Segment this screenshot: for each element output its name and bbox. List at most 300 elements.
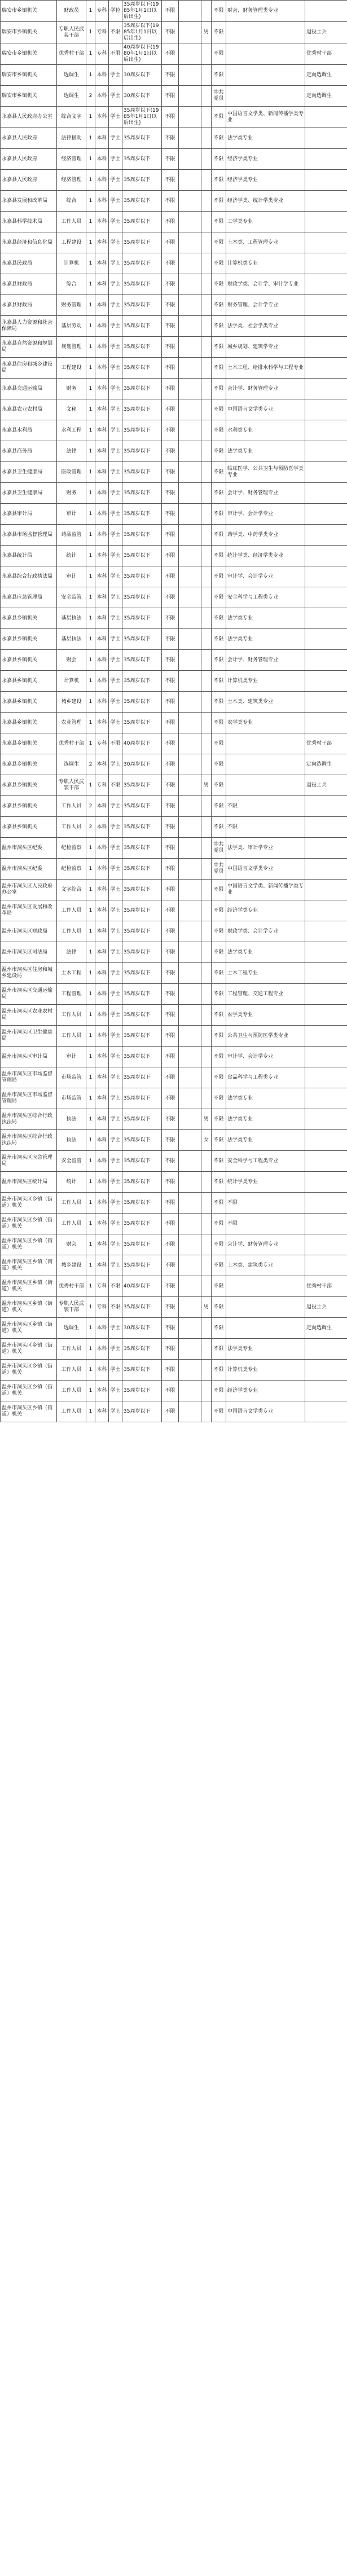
degree-cell: 学士 xyxy=(109,1151,122,1172)
age-cell: 35周岁以下 xyxy=(122,1297,162,1318)
position-cell: 经济管理 xyxy=(57,149,86,170)
political-cell: 不限 xyxy=(212,462,226,483)
count-cell: 1 xyxy=(86,1005,95,1026)
major-cell: 经济学类专业 xyxy=(226,1381,305,1401)
degree-cell: 学士 xyxy=(109,441,122,462)
department-cell: 温州市洞头区乡镇（街道）机关 xyxy=(1,1381,57,1401)
table-row xyxy=(1,420,347,441)
note-cell: 退役士兵 xyxy=(305,22,347,43)
degree-cell: 学士 xyxy=(109,212,122,232)
school-cell: 不限 xyxy=(162,608,179,629)
table-row xyxy=(1,1109,347,1130)
education-cell: 本科 xyxy=(95,838,109,859)
age-cell: 35周岁以下 xyxy=(122,587,162,608)
position-cell: 经济管理 xyxy=(57,170,86,191)
note-cell xyxy=(305,441,347,462)
degree-cell: 不限 xyxy=(109,1276,122,1297)
position-cell: 市场监管 xyxy=(57,1067,86,1088)
count-cell: 1 xyxy=(86,650,95,671)
position-cell: 工作人员 xyxy=(57,817,86,838)
note-cell xyxy=(305,149,347,170)
education-cell: 本科 xyxy=(95,1214,109,1234)
specialty-cell xyxy=(179,1381,201,1401)
education-cell: 本科 xyxy=(95,149,109,170)
note-cell xyxy=(305,859,347,880)
education-cell: 本科 xyxy=(95,1047,109,1067)
education-cell: 本科 xyxy=(95,65,109,86)
note-cell xyxy=(305,1088,347,1109)
degree-cell: 学士 xyxy=(109,566,122,587)
count-cell: 1 xyxy=(86,1276,95,1297)
degree-cell: 学士 xyxy=(109,504,122,525)
table-row xyxy=(1,316,347,337)
department-cell: 温州市洞头区乡镇（街道）机关 xyxy=(1,1339,57,1360)
count-cell: 1 xyxy=(86,253,95,274)
age-cell: 35周岁以下 xyxy=(122,1026,162,1047)
table-row xyxy=(1,191,347,212)
count-cell: 1 xyxy=(86,775,95,796)
school-cell: 不限 xyxy=(162,1005,179,1026)
major-cell xyxy=(226,65,305,86)
education-cell: 本科 xyxy=(95,1318,109,1339)
degree-cell: 学士 xyxy=(109,462,122,483)
table-row xyxy=(1,1234,347,1255)
note-cell xyxy=(305,671,347,692)
department-cell: 温州市洞头区纪委 xyxy=(1,838,57,859)
gender-cell xyxy=(201,379,212,399)
major-cell xyxy=(226,1276,305,1297)
major-cell: 中国语言文学类专业 xyxy=(226,399,305,420)
gender-cell xyxy=(201,274,212,295)
table-row xyxy=(1,921,347,942)
age-cell: 35周岁以下 xyxy=(122,838,162,859)
major-cell: 土木类、建筑类专业 xyxy=(226,692,305,713)
political-cell: 不限 xyxy=(212,796,226,817)
department-cell: 温州市洞头区交通运输局 xyxy=(1,984,57,1005)
major-cell: 土木工程专业 xyxy=(226,963,305,984)
education-cell: 本科 xyxy=(95,566,109,587)
count-cell: 1 xyxy=(86,399,95,420)
specialty-cell xyxy=(179,1193,201,1214)
position-cell: 工作人员 xyxy=(57,900,86,921)
position-cell: 审计 xyxy=(57,1047,86,1067)
age-cell: 35周岁以下 xyxy=(122,337,162,358)
department-cell: 永嘉县人民政府 xyxy=(1,170,57,191)
gender-cell xyxy=(201,1088,212,1109)
age-cell: 35周岁以下 xyxy=(122,483,162,504)
specialty-cell xyxy=(179,337,201,358)
gender-cell xyxy=(201,838,212,859)
education-cell: 专科 xyxy=(95,775,109,796)
count-cell: 1 xyxy=(86,1339,95,1360)
specialty-cell xyxy=(179,1339,201,1360)
position-cell: 基层执法 xyxy=(57,608,86,629)
position-cell: 审计 xyxy=(57,504,86,525)
school-cell: 不限 xyxy=(162,1130,179,1151)
degree-cell: 学士 xyxy=(109,984,122,1005)
table-row xyxy=(1,1360,347,1381)
major-cell: 食品科学与工程类专业 xyxy=(226,1067,305,1088)
gender-cell xyxy=(201,692,212,713)
table-row xyxy=(1,1172,347,1193)
department-cell: 瑞安市乡镇机关 xyxy=(1,1,57,22)
department-cell: 温州市洞头区乡镇（街道）机关 xyxy=(1,1255,57,1276)
school-cell: 不限 xyxy=(162,838,179,859)
major-cell: 审计学、会计学专业 xyxy=(226,1047,305,1067)
gender-cell: 男 xyxy=(201,1109,212,1130)
education-cell: 本科 xyxy=(95,900,109,921)
education-cell: 本科 xyxy=(95,817,109,838)
note-cell xyxy=(305,1,347,22)
note-cell xyxy=(305,232,347,253)
department-cell: 温州市洞头区乡镇（街道）机关 xyxy=(1,1276,57,1297)
major-cell: 经济学类专业 xyxy=(226,149,305,170)
gender-cell xyxy=(201,399,212,420)
table-row xyxy=(1,483,347,504)
gender-cell xyxy=(201,1047,212,1067)
position-cell: 工作人员 xyxy=(57,1401,86,1422)
education-cell: 专科 xyxy=(95,1276,109,1297)
gender-cell xyxy=(201,1067,212,1088)
count-cell: 1 xyxy=(86,128,95,149)
education-cell: 本科 xyxy=(95,1067,109,1088)
major-cell: 会计学、财务管理专业 xyxy=(226,1234,305,1255)
political-cell: 不限 xyxy=(212,1381,226,1401)
political-cell: 不限 xyxy=(212,880,226,900)
education-cell: 本科 xyxy=(95,963,109,984)
political-cell: 不限 xyxy=(212,316,226,337)
major-cell: 会计学、财务管理专业 xyxy=(226,483,305,504)
political-cell: 不限 xyxy=(212,295,226,316)
department-cell: 永嘉县民政局 xyxy=(1,253,57,274)
department-cell: 永嘉县乡镇机关 xyxy=(1,608,57,629)
age-cell: 35周岁以下 xyxy=(122,1381,162,1401)
gender-cell xyxy=(201,796,212,817)
school-cell: 不限 xyxy=(162,775,179,796)
age-cell: 35周岁以下 xyxy=(122,232,162,253)
political-cell: 不限 xyxy=(212,546,226,566)
gender-cell xyxy=(201,316,212,337)
age-cell: 35周岁以下 xyxy=(122,525,162,546)
major-cell: 不限 xyxy=(226,817,305,838)
school-cell: 不限 xyxy=(162,1067,179,1088)
degree-cell: 学士 xyxy=(109,65,122,86)
note-cell xyxy=(305,504,347,525)
age-cell: 35周岁以下 xyxy=(122,149,162,170)
count-cell: 1 xyxy=(86,358,95,379)
education-cell: 本科 xyxy=(95,358,109,379)
education-cell: 本科 xyxy=(95,420,109,441)
table-row xyxy=(1,1318,347,1339)
department-cell: 永嘉县乡镇机关 xyxy=(1,775,57,796)
specialty-cell xyxy=(179,1255,201,1276)
specialty-cell xyxy=(179,43,201,65)
school-cell: 不限 xyxy=(162,1088,179,1109)
political-cell: 不限 xyxy=(212,1151,226,1172)
education-cell: 本科 xyxy=(95,107,109,128)
degree-cell: 学士 xyxy=(109,525,122,546)
education-cell: 本科 xyxy=(95,1255,109,1276)
department-cell: 温州市洞头区发展和改革局 xyxy=(1,900,57,921)
age-cell: 35周岁以下 xyxy=(122,713,162,733)
degree-cell: 学士 xyxy=(109,587,122,608)
degree-cell: 学士 xyxy=(109,379,122,399)
department-cell: 温州市洞头区乡镇（街道）机关 xyxy=(1,1318,57,1339)
degree-cell: 学士 xyxy=(109,1067,122,1088)
department-cell: 温州市洞头区乡镇（街道）机关 xyxy=(1,1214,57,1234)
note-cell xyxy=(305,316,347,337)
degree-cell: 学士 xyxy=(109,608,122,629)
education-cell: 本科 xyxy=(95,546,109,566)
degree-cell: 学士 xyxy=(109,358,122,379)
department-cell: 温州市洞头区乡镇（街道）机关 xyxy=(1,1234,57,1255)
school-cell: 不限 xyxy=(162,274,179,295)
position-cell: 工作人员 xyxy=(57,1214,86,1234)
gender-cell xyxy=(201,170,212,191)
major-cell: 财会、财务管理类专业 xyxy=(226,1,305,22)
table-row xyxy=(1,337,347,358)
school-cell: 不限 xyxy=(162,587,179,608)
table-row xyxy=(1,441,347,462)
major-cell: 农学类专业 xyxy=(226,713,305,733)
gender-cell xyxy=(201,733,212,754)
count-cell: 1 xyxy=(86,274,95,295)
education-cell: 本科 xyxy=(95,587,109,608)
age-cell: 35周岁以下 xyxy=(122,1234,162,1255)
position-cell: 药品监管 xyxy=(57,525,86,546)
specialty-cell xyxy=(179,22,201,43)
gender-cell xyxy=(201,43,212,65)
table-row xyxy=(1,1255,347,1276)
specialty-cell xyxy=(179,525,201,546)
major-cell: 计算机类专业 xyxy=(226,253,305,274)
school-cell: 不限 xyxy=(162,462,179,483)
political-cell: 不限 xyxy=(212,1214,226,1234)
age-cell: 35周岁以下 xyxy=(122,921,162,942)
school-cell: 不限 xyxy=(162,316,179,337)
age-cell: 30周岁以下 xyxy=(122,754,162,775)
school-cell: 不限 xyxy=(162,1339,179,1360)
department-cell: 永嘉县财政局 xyxy=(1,295,57,316)
department-cell: 温州市洞头区乡镇（街道）机关 xyxy=(1,1401,57,1422)
position-cell: 工作人员 xyxy=(57,921,86,942)
gender-cell xyxy=(201,420,212,441)
age-cell: 35周岁以下 xyxy=(122,1339,162,1360)
degree-cell: 不限 xyxy=(109,1297,122,1318)
specialty-cell xyxy=(179,107,201,128)
gender-cell xyxy=(201,1172,212,1193)
degree-cell: 学士 xyxy=(109,650,122,671)
school-cell: 不限 xyxy=(162,232,179,253)
position-cell: 城乡建设 xyxy=(57,692,86,713)
age-cell: 35周岁以下 xyxy=(122,358,162,379)
note-cell xyxy=(305,566,347,587)
gender-cell xyxy=(201,1381,212,1401)
department-cell: 永嘉县自然资源和规划局 xyxy=(1,337,57,358)
degree-cell: 学士 xyxy=(109,963,122,984)
major-cell: 中国语言文学类专业 xyxy=(226,859,305,880)
count-cell: 1 xyxy=(86,566,95,587)
count-cell: 1 xyxy=(86,1047,95,1067)
school-cell: 不限 xyxy=(162,295,179,316)
department-cell: 永嘉县乡镇机关 xyxy=(1,629,57,650)
department-cell: 温州市洞头区卫生健康局 xyxy=(1,1026,57,1047)
school-cell: 不限 xyxy=(162,483,179,504)
major-cell: 法学类专业 xyxy=(226,1088,305,1109)
position-cell: 计算机 xyxy=(57,253,86,274)
department-cell: 永嘉县交通运输局 xyxy=(1,379,57,399)
education-cell: 本科 xyxy=(95,337,109,358)
gender-cell xyxy=(201,504,212,525)
note-cell xyxy=(305,1401,347,1422)
age-cell: 35周岁以下 xyxy=(122,566,162,587)
gender-cell xyxy=(201,525,212,546)
position-cell: 市场监管 xyxy=(57,1088,86,1109)
political-cell: 不限 xyxy=(212,504,226,525)
position-cell: 农业管理 xyxy=(57,713,86,733)
department-cell: 永嘉县住房和城乡建设局 xyxy=(1,358,57,379)
political-cell: 中共党员 xyxy=(212,86,226,107)
major-cell: 法学类专业 xyxy=(226,942,305,963)
education-cell: 本科 xyxy=(95,1005,109,1026)
specialty-cell xyxy=(179,733,201,754)
count-cell: 1 xyxy=(86,880,95,900)
count-cell: 1 xyxy=(86,1234,95,1255)
degree-cell: 学士 xyxy=(109,170,122,191)
age-cell: 35周岁以下 xyxy=(122,546,162,566)
count-cell: 1 xyxy=(86,525,95,546)
age-cell: 35周岁以下 xyxy=(122,817,162,838)
position-cell: 工程建设 xyxy=(57,232,86,253)
table-row xyxy=(1,1381,347,1401)
position-cell: 基层执法 xyxy=(57,629,86,650)
specialty-cell xyxy=(179,1297,201,1318)
school-cell: 不限 xyxy=(162,733,179,754)
school-cell: 不限 xyxy=(162,22,179,43)
department-cell: 温州市洞头区市场监督管理局 xyxy=(1,1088,57,1109)
note-cell xyxy=(305,170,347,191)
gender-cell xyxy=(201,587,212,608)
specialty-cell xyxy=(179,149,201,170)
school-cell: 不限 xyxy=(162,1255,179,1276)
specialty-cell xyxy=(179,1088,201,1109)
major-cell: 财务管理、会计学专业 xyxy=(226,295,305,316)
degree-cell: 学士 xyxy=(109,253,122,274)
table-row xyxy=(1,1276,347,1297)
political-cell: 不限 xyxy=(212,1193,226,1214)
education-cell: 本科 xyxy=(95,128,109,149)
degree-cell: 学士 xyxy=(109,86,122,107)
department-cell: 温州市洞头区乡镇（街道）机关 xyxy=(1,1297,57,1318)
school-cell: 不限 xyxy=(162,1381,179,1401)
position-cell: 工程建设 xyxy=(57,358,86,379)
school-cell: 不限 xyxy=(162,191,179,212)
school-cell: 不限 xyxy=(162,1047,179,1067)
specialty-cell xyxy=(179,713,201,733)
count-cell: 1 xyxy=(86,107,95,128)
specialty-cell xyxy=(179,880,201,900)
gender-cell xyxy=(201,1339,212,1360)
major-cell: 法学类专业 xyxy=(226,608,305,629)
position-cell: 工作人员 xyxy=(57,1360,86,1381)
table-row xyxy=(1,107,347,128)
school-cell: 不限 xyxy=(162,963,179,984)
gender-cell xyxy=(201,1276,212,1297)
age-cell: 35周岁以下 xyxy=(122,984,162,1005)
school-cell: 不限 xyxy=(162,1026,179,1047)
major-cell: 法学类、审计学专业 xyxy=(226,838,305,859)
political-cell: 不限 xyxy=(212,191,226,212)
education-cell: 本科 xyxy=(95,984,109,1005)
specialty-cell xyxy=(179,775,201,796)
school-cell: 不限 xyxy=(162,650,179,671)
age-cell: 30周岁以下 xyxy=(122,65,162,86)
major-cell: 法学类专业 xyxy=(226,441,305,462)
education-cell: 本科 xyxy=(95,441,109,462)
note-cell xyxy=(305,900,347,921)
political-cell: 不限 xyxy=(212,43,226,65)
count-cell: 1 xyxy=(86,149,95,170)
school-cell: 不限 xyxy=(162,337,179,358)
age-cell: 35周岁以下 xyxy=(122,1067,162,1088)
position-cell: 工作人员 xyxy=(57,1381,86,1401)
gender-cell xyxy=(201,337,212,358)
count-cell: 2 xyxy=(86,86,95,107)
degree-cell: 学士 xyxy=(109,942,122,963)
major-cell xyxy=(226,22,305,43)
political-cell: 不限 xyxy=(212,921,226,942)
table-row xyxy=(1,253,347,274)
degree-cell: 不限 xyxy=(109,775,122,796)
political-cell: 不限 xyxy=(212,629,226,650)
department-cell: 永嘉县乡镇机关 xyxy=(1,733,57,754)
gender-cell xyxy=(201,1255,212,1276)
department-cell: 永嘉县审计局 xyxy=(1,504,57,525)
gender-cell xyxy=(201,650,212,671)
degree-cell: 学士 xyxy=(109,1130,122,1151)
school-cell: 不限 xyxy=(162,900,179,921)
school-cell: 不限 xyxy=(162,671,179,692)
education-cell: 本科 xyxy=(95,754,109,775)
degree-cell: 学士 xyxy=(109,1360,122,1381)
education-cell: 本科 xyxy=(95,191,109,212)
degree-cell: 学士 xyxy=(109,1381,122,1401)
table-row xyxy=(1,295,347,316)
table-row xyxy=(1,587,347,608)
major-cell: 临床医学、公共卫生与预防医学类专业 xyxy=(226,462,305,483)
gender-cell xyxy=(201,1318,212,1339)
department-cell: 永嘉县卫生健康局 xyxy=(1,462,57,483)
age-cell: 35周岁以下 xyxy=(122,1401,162,1422)
department-cell: 永嘉县卫生健康局 xyxy=(1,483,57,504)
specialty-cell xyxy=(179,817,201,838)
education-cell: 本科 xyxy=(95,232,109,253)
specialty-cell xyxy=(179,295,201,316)
major-cell: 不限 xyxy=(226,796,305,817)
specialty-cell xyxy=(179,358,201,379)
note-cell: 优秀村干部 xyxy=(305,1276,347,1297)
school-cell: 不限 xyxy=(162,149,179,170)
education-cell: 本科 xyxy=(95,629,109,650)
school-cell: 不限 xyxy=(162,253,179,274)
position-cell: 安全监管 xyxy=(57,1151,86,1172)
specialty-cell xyxy=(179,1,201,22)
department-cell: 永嘉县科学技术局 xyxy=(1,212,57,232)
school-cell: 不限 xyxy=(162,921,179,942)
school-cell: 不限 xyxy=(162,859,179,880)
note-cell xyxy=(305,921,347,942)
table-row xyxy=(1,149,347,170)
